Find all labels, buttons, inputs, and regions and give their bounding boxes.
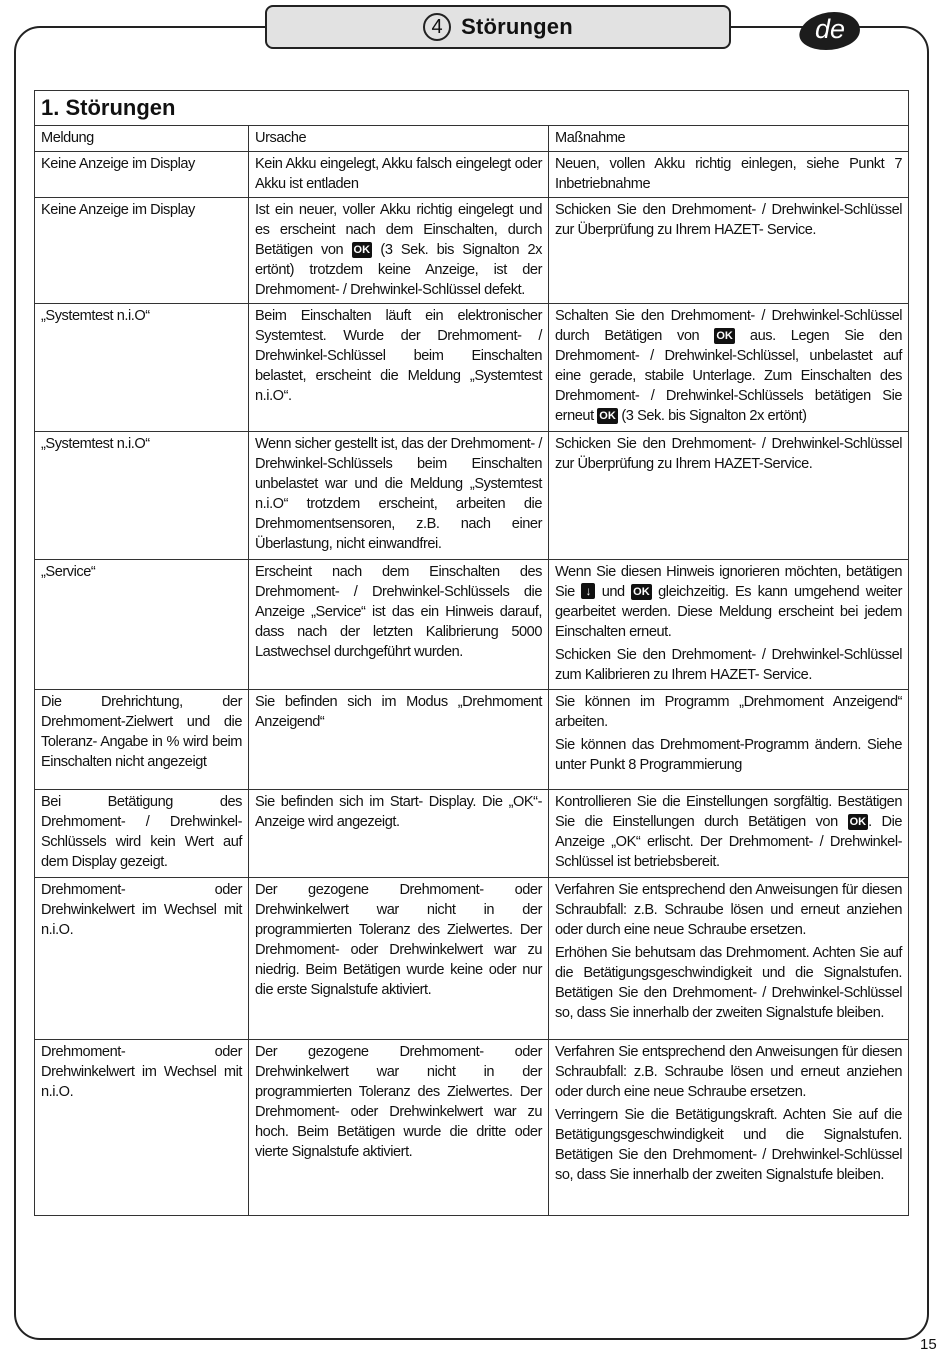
table-row xyxy=(35,1040,909,1216)
chapter-header xyxy=(265,5,731,49)
cell-paragraph: Wenn sicher gestellt ist, das der Drehmoment- / Drehwinkel-Schlüssels beim Einschalten unbelastet war und die Meldung „Systemtest n.i.O“ trotzdem erscheint, arbeiten die Drehmomentsensoren, z.B. nach einer Überlastung, nicht einwandfrei. xyxy=(255,436,542,552)
cell-massnahme xyxy=(549,790,909,878)
cell-paragraph: Schicken Sie den Drehmoment- / Drehwinkel-Schlüssel zum Kalibrieren zu Ihrem HAZET- Service. xyxy=(555,647,903,683)
ok-key-icon: OK xyxy=(716,330,733,342)
table-body xyxy=(35,152,909,1216)
cell-meldung: „Service“ xyxy=(35,560,249,690)
cell-massnahme xyxy=(549,878,909,1040)
table-row xyxy=(35,304,909,432)
cell-massnahme xyxy=(549,152,909,198)
cell-meldung: Drehmoment- oder Drehwinkelwert im Wechsel mit n.i.O. xyxy=(35,1040,249,1216)
cell-ursache xyxy=(249,198,549,304)
troubleshooting-table xyxy=(34,90,909,1216)
cell-massnahme xyxy=(549,304,909,432)
cell-paragraph xyxy=(555,306,902,426)
cell-paragraph: Erhöhen Sie behutsam das Drehmoment. Achten Sie auf die Betätigungsgeschwindigkeit und die Signalstufen. Betätigen Sie den Drehmoment- / Drehwinkel-Schlüssel so, dass Sie innerhalb der zweiten Signalstufe bleiben. xyxy=(555,945,903,1021)
cell-text: (3 Sek. bis Signalton 2x ertönt) xyxy=(617,408,807,424)
cell-meldung: „Systemtest n.i.O“ xyxy=(35,304,249,432)
cell-massnahme xyxy=(549,690,909,790)
cell-massnahme xyxy=(549,560,909,690)
column-header-meldung: Meldung xyxy=(35,126,249,152)
cell-paragraph: Sie können das Drehmoment-Programm ändern. Siehe unter Punkt 8 Programmierung xyxy=(555,737,903,773)
cell-ursache xyxy=(249,1040,549,1216)
language-badge xyxy=(800,12,860,50)
cell-paragraph: Beim Einschalten läuft ein elektronischer Systemtest. Wurde der Drehmoment- / Drehwinkel-Schlüssel beim Einschalten belastet, erscheint die Meldung „Systemtest n.i.O“. xyxy=(255,308,542,404)
cell-paragraph: Schicken Sie den Drehmoment- / Drehwinkel-Schlüssel zur Überprüfung zu Ihrem HAZET-Service. xyxy=(555,436,903,472)
cell-ursache xyxy=(249,304,549,432)
table-title: 1. Störungen xyxy=(35,91,909,126)
cell-paragraph xyxy=(555,792,902,872)
cell-paragraph: Kein Akku eingelegt, Akku falsch eingelegt oder Akku ist entladen xyxy=(255,156,542,192)
cell-ursache xyxy=(249,790,549,878)
cell-text: Wenn Sie diesen Hinweis ignorieren möchten, betätigen Sie xyxy=(555,564,903,600)
cell-text: Schalten Sie den Drehmoment- / Drehwinkel-Schlüssel durch Betätigen von xyxy=(555,308,903,344)
cell-text: aus. Legen Sie den Drehmoment- / Drehwinkel-Schlüssel, unbelastet auf eine gerade, stabile Unterlage. Zum Einschalten des Drehmoment- / Drehwinkel-Schlüssels betätigen Sie erneut xyxy=(555,328,903,424)
table-row xyxy=(35,560,909,690)
cell-meldung: „Systemtest n.i.O“ xyxy=(35,432,249,560)
table-row xyxy=(35,198,909,304)
cell-paragraph xyxy=(255,200,542,300)
cell-massnahme xyxy=(549,1040,909,1216)
cell-text: Kontrollieren Sie die Einstellungen sorgfältig. Bestätigen Sie die Einstellungen durch Betätigen von xyxy=(555,794,903,830)
cell-meldung: Keine Anzeige im Display xyxy=(35,198,249,304)
cell-text: . Die Anzeige „OK“ erlischt. Der Drehmoment- / Drehwinkel-Schlüssel ist betriebsbereit. xyxy=(555,814,903,870)
ok-key-icon: OK xyxy=(849,816,867,828)
cell-paragraph: Verfahren Sie entsprechend den Anweisungen für diesen Schraubfall: z.B. Schraube lösen und erneut anziehen oder durch eine neue Schraube ersetzen. xyxy=(555,882,903,938)
table-row xyxy=(35,790,909,878)
cell-text: (3 Sek. bis Signalton 2x ertönt) trotzdem keine Anzeige, ist der Drehmoment- / Drehwinkel-Schlüssel defekt. xyxy=(255,242,542,298)
cell-ursache xyxy=(249,152,549,198)
column-header-ursache: Ursache xyxy=(249,126,549,152)
cell-ursache xyxy=(249,432,549,560)
cell-paragraph: Der gezogene Drehmoment- oder Drehwinkelwert war nicht in der programmierten Toleranz des Zielwertes. Der Drehmoment- oder Drehwinkelwert war zu hoch. Beim Betätigen wurde die dritte oder vierte Signalstufe aktiviert. xyxy=(255,1044,542,1160)
ok-key-icon: OK xyxy=(599,410,616,422)
language-label: de xyxy=(814,14,846,44)
cell-ursache xyxy=(249,690,549,790)
cell-paragraph: Verringern Sie die Betätigungskraft. Achten Sie auf die Betätigungsgeschwindigkeit und die Signalstufen. Betätigen Sie den Drehmoment- / Drehwinkel-Schlüssel so, dass Sie innerhalb der zweiten Signalstufe bleiben. xyxy=(555,1107,903,1183)
chapter-title: Störungen xyxy=(461,14,573,39)
column-header-massnahme: Maßnahme xyxy=(549,126,909,152)
cell-meldung: Bei Betätigung des Drehmoment- / Drehwinkel-Schlüssels wird kein Wert auf dem Display gezeigt. xyxy=(35,790,249,878)
cell-ursache xyxy=(249,560,549,690)
cell-meldung: Drehmoment- oder Drehwinkelwert im Wechsel mit n.i.O. xyxy=(35,878,249,1040)
cell-paragraph: Sie können im Programm „Drehmoment Anzeigend“ arbeiten. xyxy=(555,694,903,730)
cell-paragraph: Sie befinden sich im Modus „Drehmoment Anzeigend“ xyxy=(255,694,542,730)
cell-paragraph: Neuen, vollen Akku richtig einlegen, siehe Punkt 7 Inbetriebnahme xyxy=(555,156,903,192)
table-row xyxy=(35,152,909,198)
ok-key-icon: OK xyxy=(353,244,371,256)
table-row xyxy=(35,878,909,1040)
cell-paragraph: Sie befinden sich im Start- Display. Die „OK“- Anzeige wird angezeigt. xyxy=(255,794,542,830)
cell-text: Ist ein neuer, voller Akku richtig eingelegt und es erscheint nach dem Einschalten, durch Betätigen von xyxy=(255,202,542,258)
cell-paragraph: Erscheint nach dem Einschalten des Drehmoment- / Drehwinkel-Schlüssels die Anzeige „Service“ ist das ein Hinweis darauf, dass nach der letzten Kalibrierung 5000 Lastwechsel durchgeführt wurden. xyxy=(255,564,542,660)
cell-ursache xyxy=(249,878,549,1040)
table-row xyxy=(35,432,909,560)
arrow-down-key-icon: ↓ xyxy=(581,583,595,599)
cell-paragraph: Verfahren Sie entsprechend den Anweisungen für diesen Schraubfall: z.B. Schraube lösen und erneut anziehen oder durch eine neue Schraube ersetzen. xyxy=(555,1044,903,1100)
table-row xyxy=(35,690,909,790)
cell-meldung: Die Drehrichtung, der Drehmoment-Zielwert und die Toleranz- Angabe in % wird beim Einschalten nicht angezeigt xyxy=(35,690,249,790)
cell-massnahme xyxy=(549,432,909,560)
ok-key-icon: OK xyxy=(633,586,650,598)
cell-paragraph: Schicken Sie den Drehmoment- / Drehwinkel-Schlüssel zur Überprüfung zu Ihrem HAZET- Service. xyxy=(555,202,903,238)
cell-paragraph xyxy=(555,562,902,642)
cell-text: und xyxy=(595,584,632,600)
cell-massnahme xyxy=(549,198,909,304)
page-number: 15 xyxy=(920,1336,937,1353)
cell-paragraph: Der gezogene Drehmoment- oder Drehwinkelwert war nicht in der programmierten Toleranz des Zielwertes. Der Drehmoment- oder Drehwinkelwert war zu niedrig. Beim Betätigen wurde keine oder nur die erste Signalstufe aktiviert. xyxy=(255,882,542,998)
chapter-number: 4 xyxy=(423,13,451,41)
cell-meldung: Keine Anzeige im Display xyxy=(35,152,249,198)
cell-text: gleichzeitig. Es kann umgehend weiter gearbeitet werden. Diese Meldung erscheint bei jedem Einschalten erneut. xyxy=(555,584,903,640)
